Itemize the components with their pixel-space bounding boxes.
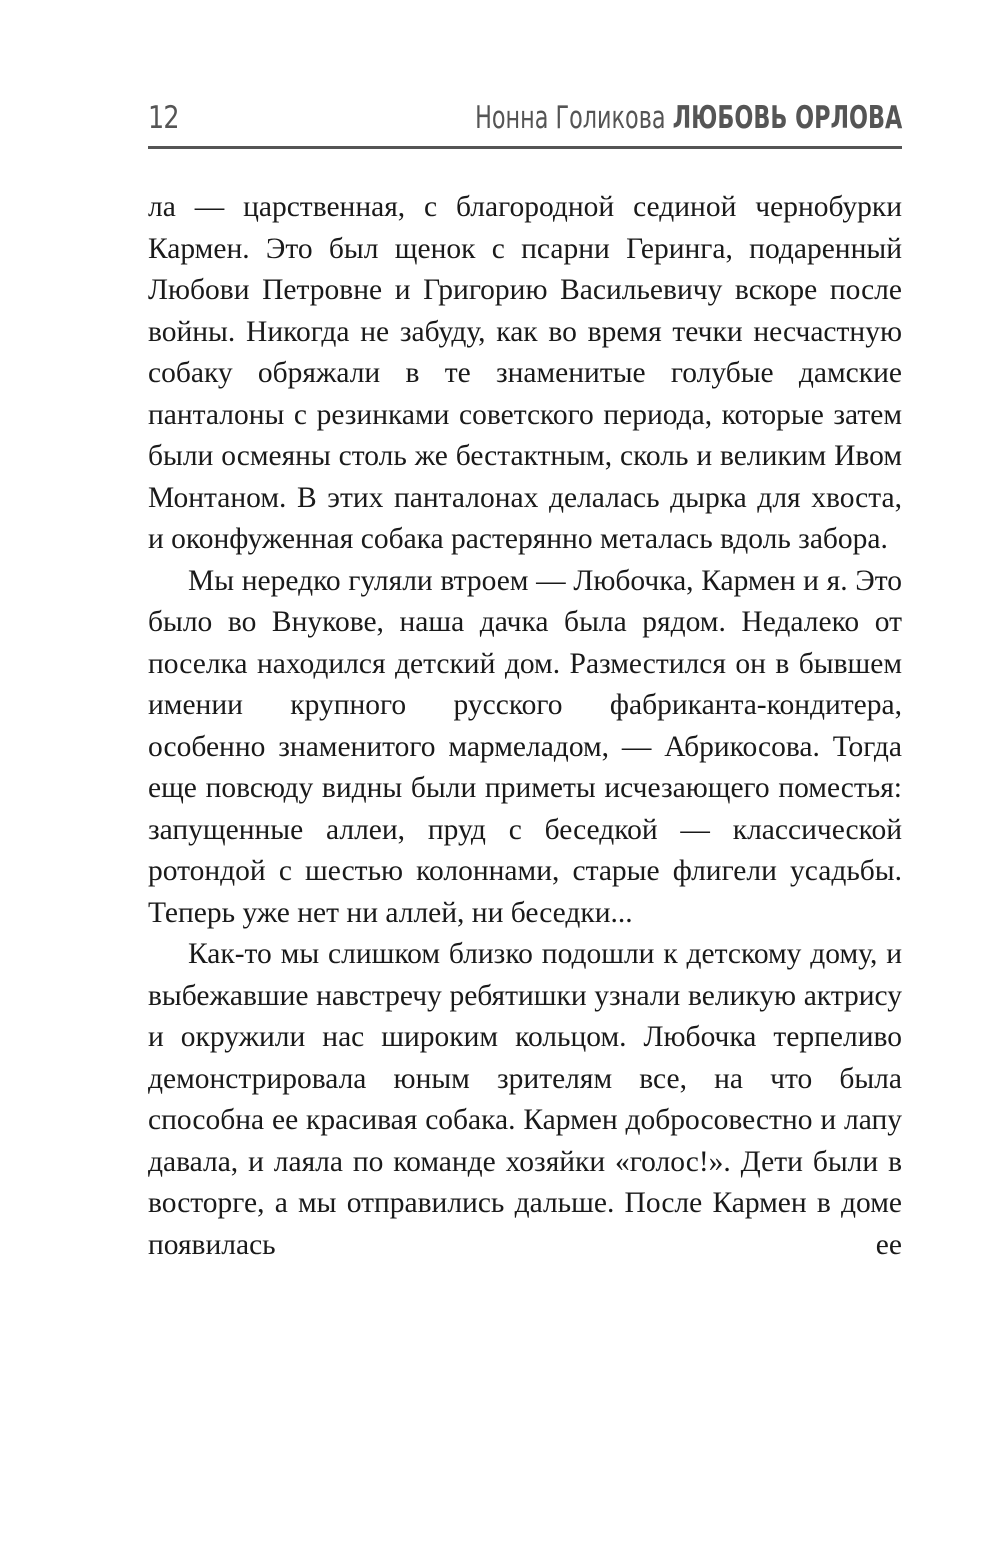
paragraph-1: ла — царственная, с благородной сединой чернобурки Кармен. Это был щенок с псарни Геринга, подаренный Любови Петровне и Григорию Васильевичу вскоре после войны. Никогда не забуду, как во время течки несчастную собаку обряжали в те знаменитые голубые дамские панталоны с резинками советского периода, которые затем были осмеяны столь же бестактным, сколь и великим Ивом Монтаном. В этих панталонах делалась дырка для хвоста, и оконфуженная собака растерянно металась вдоль забора. — [148, 191, 902, 555]
page-number: 12 — [148, 100, 179, 136]
author-name: Нонна Голикова — [474, 100, 666, 136]
paragraph-2: Мы нередко гуляли втроем — Любочка, Кармен и я. Это было во Внукове, наша дачка была рядом. Недалеко от поселка находился детский дом. Разместился он в бывшем имении крупного русского фабриканта-кондитера, особенно знаменитого мармеладом, — Абрикосова. Тогда еще повсюду видны были приметы исчезающего поместья: запущенные аллеи, пруд с беседкой — классической ротондой с шестью колоннами, старые флигели усадьбы. Теперь уже нет ни аллей, ни беседки... — [148, 564, 902, 929]
running-header — [148, 96, 902, 149]
paragraph-3: Как-то мы слишком близко подошли к детскому дому, и выбежавшие навстречу ребятишки узнали великую актрису и окружили нас широким кольцом. Любочка терпеливо демонстрировала юным зрителям все, на что была способна ее красивая собака. Кармен добросовестно и лапу давала, и лаяла по команде хозяйки «голос!». Дети были в восторге, а мы отправились дальше. После Кармен в доме появилась ее — [148, 938, 902, 1261]
running-head — [475, 100, 902, 136]
body-text — [148, 187, 902, 1266]
book-title: ЛЮБОВЬ ОРЛОВА — [672, 100, 902, 136]
